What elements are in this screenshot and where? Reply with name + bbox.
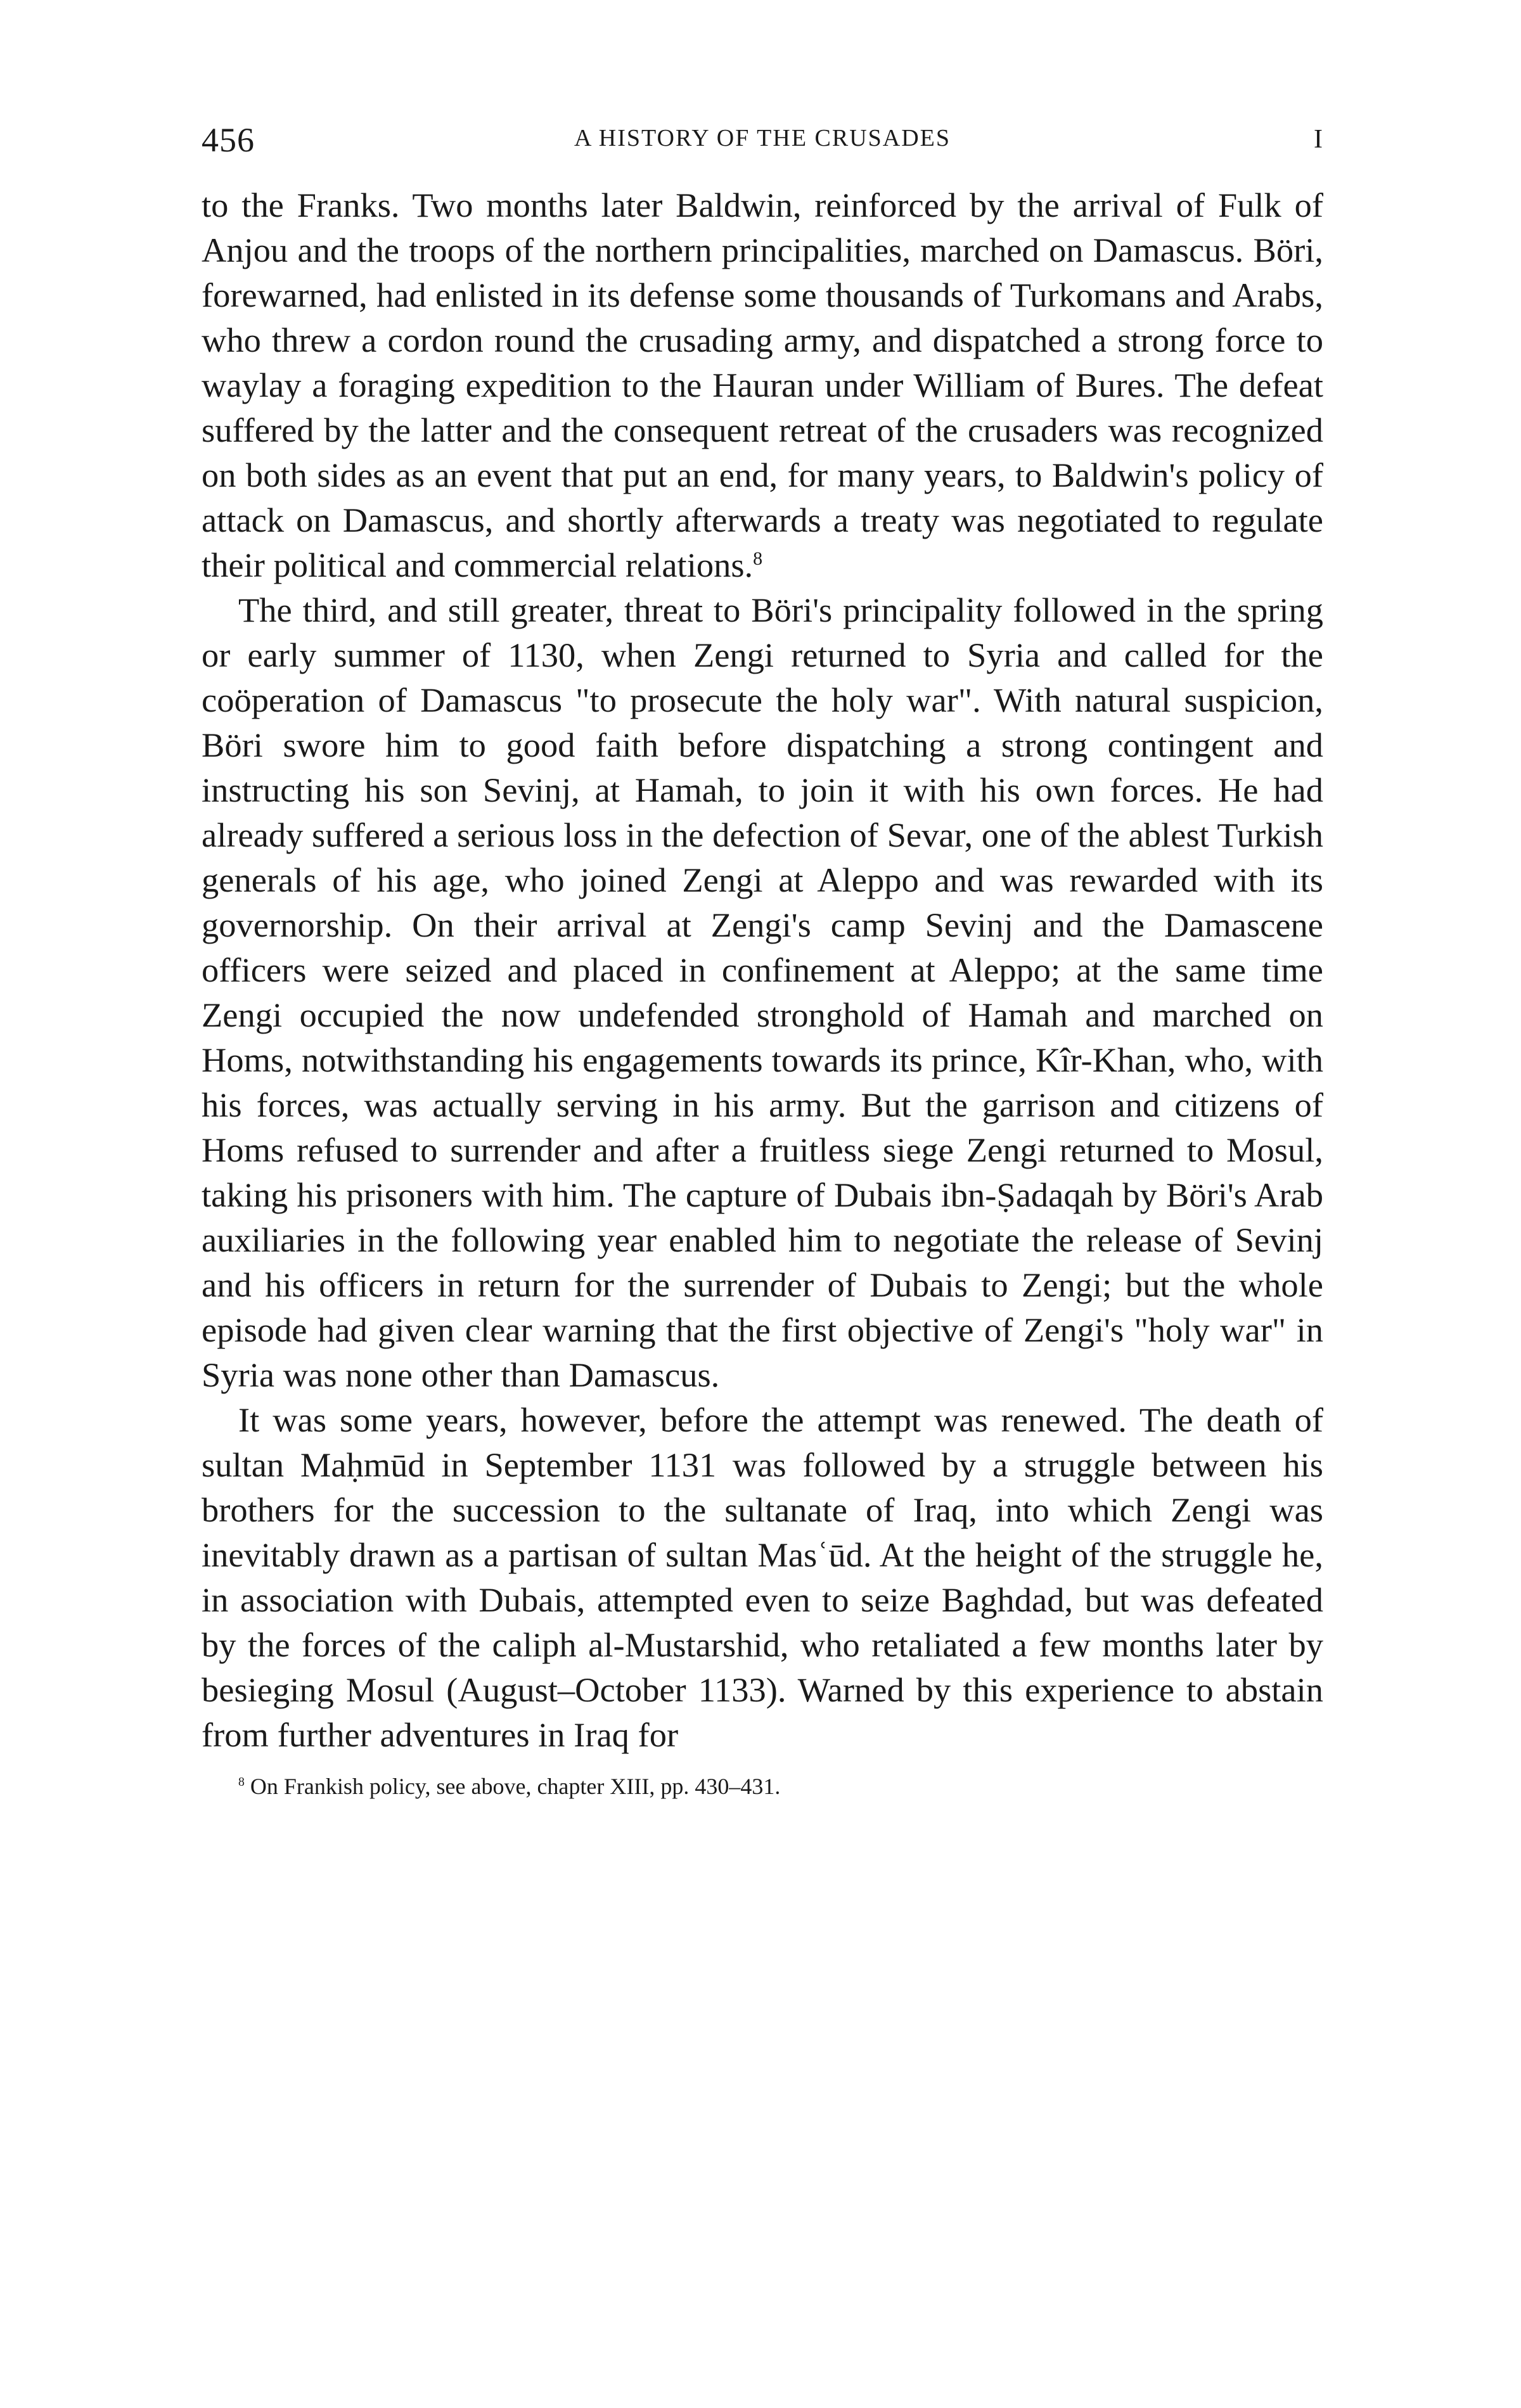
footnote-reference: 8 (753, 548, 763, 569)
paragraph-2-text: The third, and still greater, threat to Böri's principality followed in the spring or early summer of 1130, when Zengi returned to Syria and called for the coöperation of Damascus "to prosecute the holy war". With natural suspicion, Böri swore him to good faith before dispatching a strong contingent and instructing his son Sevinj, at Hamah, to join it with his own forces. He had already suffered a serious loss in the defection of Sevar, one of the ablest Turkish generals of his age, who joined Zengi at Aleppo and was rewarded with its governorship. On their arrival at Zengi's camp Sevinj and the Damascene officers were seized and placed in confinement at Aleppo; at the same time Zengi occupied the now undefended stronghold of Hamah and marched on Homs, notwithstanding his engagements towards its prince, Kîr-Khan, who, with his forces, was actually serving in his army. But the garrison and citizens of Homs refused to surrender and after a fruitless siege Zengi returned to Mosul, taking his prisoners with him. The capture of Dubais ibn-Ṣadaqah by Böri's Arab auxiliaries in the following year enabled him to negotiate the release of Sevinj and his officers in return for the surrender of Dubais to Zengi; but the whole episode had given clear warning that the first objective of Zengi's "holy war" in Syria was none other than Damascus. (202, 591, 1323, 1394)
body-text (202, 183, 1323, 1757)
paragraph-3-text: It was some years, however, before the attempt was renewed. The death of sultan Maḥmūd in September 1131 was followed by a struggle between his brothers for the succession to the sultanate of Iraq, into which Zengi was inevitably drawn as a partisan of sultan Masʿūd. At the height of the struggle he, in association with Dubais, attempted even to seize Baghdad, but was defeated by the forces of the caliph al-Mustarshid, who retaliated a few months later by besieging Mosul (August–October 1133). Warned by this experience to abstain from further adventures in Iraq for (202, 1400, 1323, 1754)
paragraph-3 (202, 1397, 1323, 1757)
running-title: A HISTORY OF THE CRUSADES (574, 125, 951, 151)
running-head (202, 120, 1323, 171)
page-number: 456 (202, 121, 255, 159)
footnote-marker: 8 (238, 1775, 245, 1789)
paragraph-2 (202, 587, 1323, 1397)
footnote-text: On Frankish policy, see above, chapter XIII, pp. 430–431. (250, 1774, 781, 1799)
paragraph-1-text: to the Franks. Two months later Baldwin, reinforced by the arrival of Fulk of Anjou and the troops of the northern principalities, marched on Damascus. Böri, forewarned, had enlisted in its defense some thousands of Turkomans and Arabs, who threw a cordon round the crusading army, and dispatched a strong force to waylay a foraging expedition to the Hauran under William of Bures. The defeat suffered by the latter and the consequent retreat of the crusaders was recognized on both sides as an event that put an end, for many years, to Baldwin's policy of attack on Damascus, and shortly afterwards a treaty was negotiated to regulate their political and commercial relations. (202, 186, 1323, 584)
book-page (202, 120, 1323, 1802)
footnote (202, 1771, 1323, 1802)
paragraph-1 (202, 183, 1323, 587)
volume-number: I (1314, 125, 1323, 154)
